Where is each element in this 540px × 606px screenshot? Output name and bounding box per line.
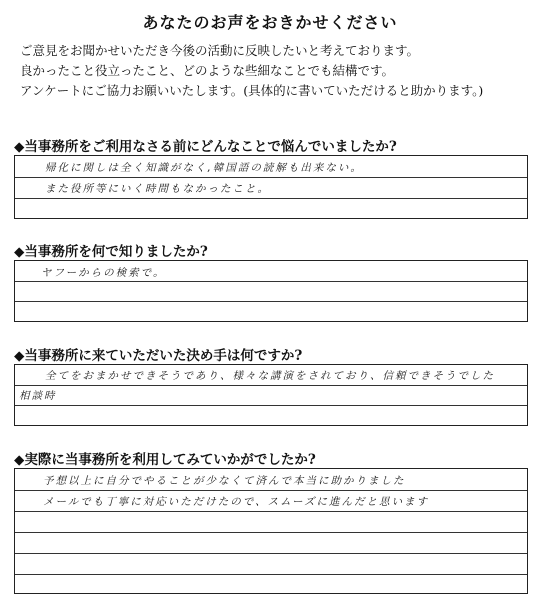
intro-line-3: アンケートにご協力お願いいたします。(具体的に書いていただけると助かります。) — [20, 83, 484, 98]
ruled-line — [15, 281, 527, 282]
form-title: あなたのお声をおきかせください — [142, 13, 398, 32]
handwritten-answer-3b: 相談時 — [19, 390, 57, 402]
ruled-line — [15, 553, 527, 554]
intro-line-1: ご意見をお聞かせいただき今後の活動に反映したいと考えております。 — [20, 43, 420, 58]
handwritten-answer-1b: また役所等にいく時間もなかったこと。 — [45, 183, 270, 195]
answer-box-2 — [14, 260, 528, 322]
handwritten-answer-2: ヤフーからの検索で。 — [41, 267, 166, 279]
ruled-line — [15, 177, 527, 178]
ruled-line — [15, 301, 527, 302]
answer-box-1 — [14, 155, 528, 219]
answer-box-4 — [14, 468, 528, 594]
ruled-line — [15, 574, 527, 575]
handwritten-answer-3a: 全てをおまかせできそうであり、様々な講演をされており、信頼できそうでした — [45, 370, 495, 382]
ruled-line — [15, 198, 527, 199]
ruled-line — [15, 511, 527, 512]
ruled-line — [15, 532, 527, 533]
ruled-line — [15, 490, 527, 491]
answer-box-3 — [14, 364, 528, 426]
intro-line-2: 良かったこと役立ったこと、どのような些細なことでも結構です。 — [20, 63, 395, 78]
handwritten-answer-4a: 予想以上に自分でやることが少なくて済んで本当に助かりました — [43, 475, 406, 487]
handwritten-answer-4b: メールでも丁寧に対応いただけたので、スムーズに進んだと思います — [43, 496, 430, 508]
question-4-label: ◆実際に当事務所を利用してみていかがでしたか? — [14, 452, 316, 468]
question-1-label: ◆当事務所をご利用なさる前にどんなことで悩んでいましたか? — [14, 139, 397, 155]
ruled-line — [15, 385, 527, 386]
question-2-label: ◆当事務所を何で知りましたか? — [14, 244, 208, 260]
ruled-line — [15, 405, 527, 406]
handwritten-answer-1a: 帰化に関しは全く知識がなく,韓国語の読解も出来ない。 — [45, 162, 363, 174]
question-3-label: ◆当事務所に来ていただいた決め手は何ですか? — [14, 348, 303, 364]
